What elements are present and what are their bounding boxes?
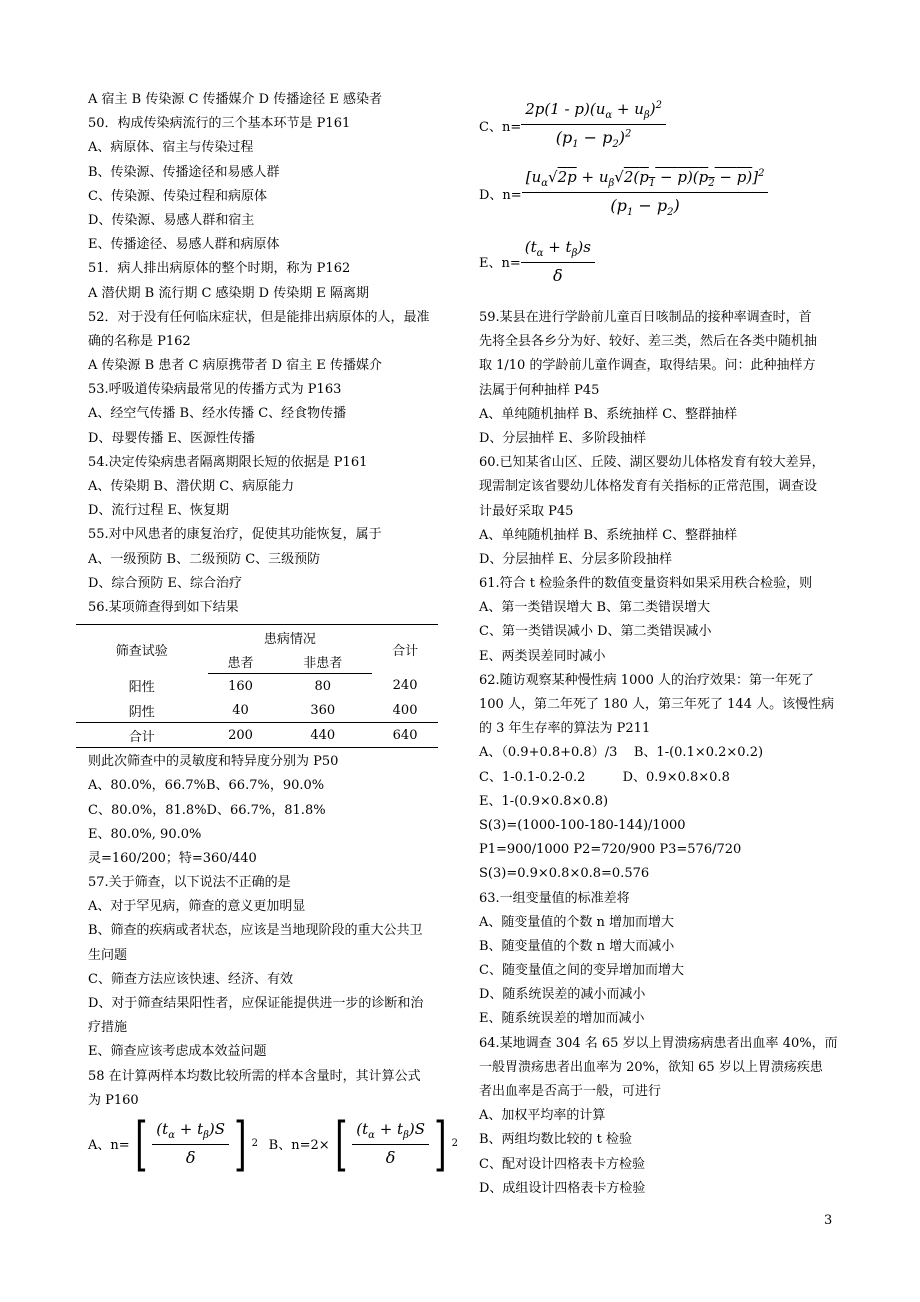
page-number: 3 [824,1213,833,1228]
q58-option-d-label: D、n= [479,187,522,203]
q62-line1: 62.随访观察某种慢性病 1000 人的治疗效果：第一年死了 [479,672,815,688]
q64-option-a: A、加权平均率的计算 [479,1108,606,1124]
right-column [479,92,838,1201]
q62-options-3: E、1-(0.9×0.8×0.8) [479,793,609,809]
q64-line2: 一般胃溃疡患者出血率为 20%，欲知 65 岁以上胃溃疡疾患 [479,1059,823,1075]
q53-stem: 53.呼吸道传染病最常见的传播方式为 P163 [88,382,342,398]
q62-line3: 的 3 年生存率的算法为 P211 [479,721,651,737]
screening-table [76,624,438,748]
q50-option-c: C、传染源、传染过程和病原体 [88,188,267,204]
q64-option-b: B、两组均数比较的 t 检验 [479,1132,633,1148]
q58-formula-ab [88,1109,458,1178]
table-header-disease: 患病情况 [208,625,373,650]
table-cell: 240 [392,678,418,694]
table-cell: 合计 [76,723,208,748]
q50-stem: 50．构成传染病流行的三个基本环节是 P161 [88,116,351,132]
table-cell: 360 [310,702,336,718]
q59-line1: 59.某县在进行学龄前儿童百日咳制品的接种率调查时，首 [479,310,812,325]
q52-options: A 传染源 B 患者 C 病原携带者 D 宿主 E 传播媒介 [88,358,382,374]
q62-line2: 100 人，第二年死了 180 人，第三年死了 144 人。该慢性病 [479,697,835,712]
q56-stem: 56.某项筛查得到如下结果 [88,599,239,615]
table-header-nonpatient: 非患者 [273,649,372,674]
q63-option-a: A、随变量值的个数 n 增加而增大 [479,914,675,930]
q58-formula-d [479,158,831,228]
formula-d-fraction: $\frac{[u_\alpha√2p + u_\beta√2(p_1 - p)(p_2 - p)]^2}{(p_1 - p_2)}$ [522,168,769,218]
q62-options-1: A、（0.9+0.8+0.8）/3 B、1-(0.1×0.2×0.2) [479,745,764,761]
table-cell: 160 [228,678,253,694]
q52-stem-line2: 确的名称是 P162 [88,333,191,349]
right-bracket: ] [234,1109,247,1178]
q63-option-b: B、随变量值的个数 n 增大而减小 [479,938,675,954]
q58-formula-c [479,94,831,156]
q57-option-c: C、筛查方法应该快速、经济、有效 [88,971,293,987]
q54-options-2: D、流行过程 E、恢复期 [88,503,230,519]
q57-stem: 57.关于筛查，以下说法不正确的是 [88,875,291,891]
q62-work-2: P1=900/1000 P2=720/900 P3=576/720 [479,842,742,858]
q51-options: A 潜伏期 B 流行期 C 感染期 D 传染期 E 隔离期 [88,285,369,301]
q61-options-2: C、第一类错误减小 D、第二类错误减小 [479,624,712,640]
q60-line1: 60.已知某省山区、丘陵、湖区婴幼儿体格发育有较大差异， [479,455,825,471]
q53-options-2: D、母婴传播 E、医源性传播 [88,430,256,446]
table-header-test: 筛查试验 [76,625,208,674]
q61-stem: 61.符合 t 检验条件的数值变量资料如果采用秩合检验，则 [479,576,813,592]
q57-option-d-line2: 疗措施 [88,1020,128,1036]
formula-c-fraction: $\frac{2p(1 - p)(u_\alpha + u_\beta)^2}{(p_1 - p_2)^2}$ [521,100,666,150]
q59-line4: 法属于何种抽样 P45 [479,382,600,398]
q56-options-2: C、80.0%，81.8%D、66.7%，81.8% [88,802,326,818]
q58-stem-line2: 为 P160 [88,1092,139,1108]
q55-stem: 55.对中风患者的康复治疗，促使其功能恢复，属于 [88,527,382,543]
q51-stem: 51．病人排出病原体的整个时期，称为 P162 [88,261,351,277]
q64-line1: 64.某地调查 304 名 65 岁以上胃溃疡病患者出血率 40%，而 [479,1035,838,1051]
q56-note: 灵=160/200；特=360/440 [88,850,257,866]
q60-options-1: A、单纯随机抽样 B、系统抽样 C、整群抽样 [479,527,738,543]
q54-options-1: A、传染期 B、潜伏期 C、病原能力 [88,479,295,494]
q56-options-3: E、80.0%, 90.0% [88,826,202,842]
q56-options-1: A、80.0%，66.7%B、66.7%，90.0% [88,778,325,794]
table-cell: 40 [232,702,249,718]
q57-option-d-line1: D、对于筛查结果阳性者，应保证能提供进一步的诊断和治 [88,996,424,1011]
formula-b-fraction: $\frac{(t_\alpha + t_\beta)S}{\delta}$ [352,1120,429,1167]
q50-option-a: A、病原体、宿主与传染过程 [88,140,254,156]
q63-option-c: C、随变量值之间的变异增加而增大 [479,963,684,979]
q63-option-d: D、随系统误差的减小而减小 [479,987,646,1003]
q57-option-e: E、筛查应该考虑成本效益问题 [88,1044,267,1060]
table-cell: 200 [208,723,274,748]
formula-e-fraction: $\frac{(t_\alpha + t_\beta)s}{\delta}$ [521,238,595,285]
q61-options-3: E、两类误差同时减小 [479,648,606,664]
table-cell: 阴性 [128,704,155,720]
q62-work-1: S(3)=(1000-100-180-144)/1000 [479,817,686,833]
table-cell: 640 [372,723,438,748]
table-header-total: 合计 [372,625,438,674]
q57-option-a: A、对于罕见病，筛查的意义更加明显 [88,899,306,915]
q64-line3: 者出血率是否高于一般，可进行 [479,1084,662,1099]
q60-line3: 计最好采取 P45 [479,503,574,519]
power: 2 [451,1138,458,1150]
table-header-patient: 患者 [208,649,274,674]
table-row [76,698,438,723]
q58-option-a-label: A、n= [88,1138,130,1154]
q59-line3: 取 1/10 的学龄前儿童作调查，取得结果。问：此种抽样方 [479,358,816,374]
q61-options-1: A、第一类错误增大 B、第二类错误增大 [479,600,711,616]
q59-line2: 先将全县各乡分为好、较好、差三类，然后在各类中随机抽 [479,334,818,350]
q52-stem-line1: 52．对于没有任何临床症状，但是能排出病原体的人，最准 [88,309,430,325]
q50-option-b: B、传染源、传播途径和易感人群 [88,164,280,180]
q49-options: A 宿主 B 传染源 C 传播媒介 D 传播途径 E 感染者 [88,92,382,107]
q53-options-1: A、经空气传播 B、经水传播 C、经食物传播 [88,406,347,422]
power: 2 [251,1138,259,1150]
q64-option-d: D、成组设计四格表卡方检验 [479,1180,646,1196]
table-row [76,674,438,699]
q58-option-e-label: E、n= [479,255,521,271]
q62-work-3: S(3)=0.9×0.8×0.8=0.576 [479,866,650,882]
q58-stem-line1: 58 在计算两样本均数比较所需的样本含量时，其计算公式 [88,1068,421,1084]
q56-question: 则此次筛查中的灵敏度和特异度分别为 P50 [88,754,339,770]
table-cell: 阳性 [128,680,155,696]
q59-options-2: D、分层抽样 E、多阶段抽样 [479,430,647,446]
q63-option-e: E、随系统误差的增加而减小 [479,1011,645,1027]
q63-stem: 63.一组变量值的标准差将 [479,890,630,906]
q57-option-b-line1: B、筛查的疾病或者状态，应该是当地现阶段的重大公共卫 [88,923,423,939]
q60-options-2: D、分层抽样 E、分层多阶段抽样 [479,551,673,567]
left-bracket: [ [134,1109,148,1178]
table-cell: 80 [314,678,332,694]
q57-option-b-line2: 生问题 [88,947,128,963]
left-bracket: [ [334,1109,348,1178]
table-cell: 400 [392,702,418,718]
table-total-row [76,723,438,748]
table-cell: 440 [273,723,372,748]
left-column [88,88,458,1178]
right-bracket: ] [434,1109,447,1178]
q55-options-2: D、综合预防 E、综合治疗 [88,575,243,591]
q58-formula-e [479,230,831,292]
q55-options-1: A、一级预防 B、二级预防 C、三级预防 [88,551,321,567]
q59-options-1: A、单纯随机抽样 B、系统抽样 C、整群抽样 [479,406,738,422]
q62-options-2: C、1-0.1-0.2-0.2 D、0.9×0.8×0.8 [479,769,730,785]
q50-option-e: E、传播途径、易感人群和病原体 [88,237,280,253]
q60-line2: 现需制定该省婴幼儿体格发育有关指标的正常范围，调查设 [479,479,818,495]
q58-option-c-label: C、n= [479,119,522,135]
q50-option-d: D、传染源、易感人群和宿主 [88,212,255,228]
formula-a-fraction: $\frac{(t_\alpha + t_\beta)S}{\delta}$ [152,1120,229,1167]
q64-option-c: C、配对设计四格表卡方检验 [479,1156,645,1172]
q58-option-b-label: B、n=2× [268,1138,330,1154]
q54-stem: 54.决定传染病患者隔离期限长短的依据是 P161 [88,454,368,470]
